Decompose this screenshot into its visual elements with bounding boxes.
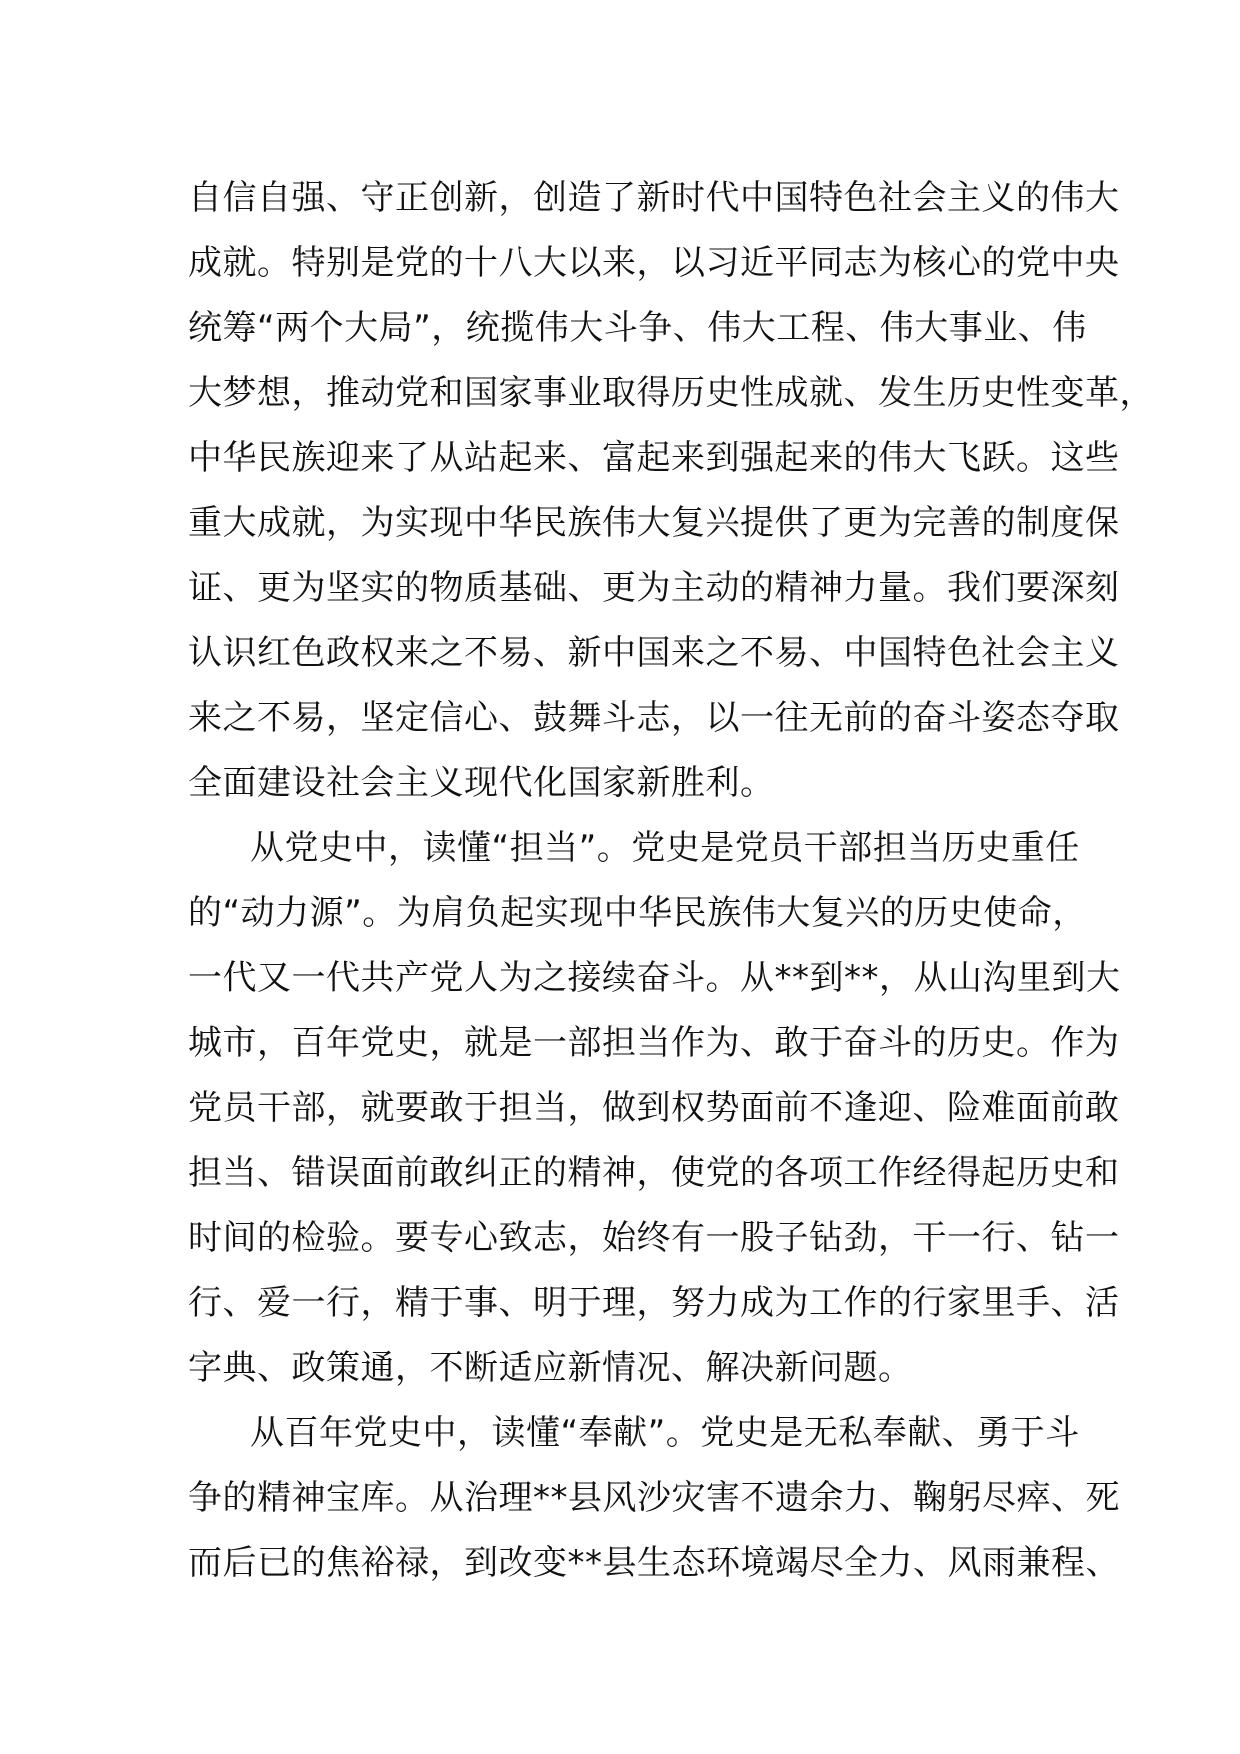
text-line: 中华民族迎来了从站起来、富起来到强起来的伟大飞跃。这些: [188, 438, 1120, 478]
text-line: 的“动力源”。为肩负起实现中华民族伟大复兴的历史使命，: [188, 893, 1087, 933]
body-text: [188, 166, 1154, 1596]
paragraph-start-line: 从百年党史中，读懂“奉献”。党史是无私奉献、勇于斗: [250, 1413, 1080, 1453]
text-line: 时间的检验。要专心致志，始终有一股子钻劲，干一行、钻一: [188, 1218, 1120, 1258]
text-line: 证、更为坚实的物质基础、更为主动的精神力量。我们要深刻: [188, 568, 1120, 608]
text-line: 认识红色政权来之不易、新中国来之不易、中国特色社会主义: [188, 633, 1120, 673]
text-line: 行、爱一行，精于事、明于理，努力成为工作的行家里手、活: [188, 1283, 1120, 1323]
text-line: 全面建设社会主义现代化国家新胜利。: [188, 763, 775, 803]
text-line: 重大成就，为实现中华民族伟大复兴提供了更为完善的制度保: [188, 503, 1120, 543]
text-line: 而后已的焦裕禄，到改变**县生态环境竭尽全力、风雨兼程、: [188, 1543, 1120, 1583]
text-line: 字典、政策通，不断适应新情况、解决新问题。: [188, 1348, 913, 1388]
text-line: 来之不易，坚定信心、鼓舞斗志，以一往无前的奋斗姿态夺取: [188, 698, 1120, 738]
text-line: 争的精神宝库。从治理**县风沙灾害不遗余力、鞠躬尽瘁、死: [188, 1478, 1120, 1518]
text-line: 自信自强、守正创新，创造了新时代中国特色社会主义的伟大: [188, 178, 1120, 218]
paragraph-start-line: 从党史中，读懂“担当”。党史是党员干部担当历史重任: [250, 828, 1080, 868]
text-line: 担当、错误面前敢纠正的精神，使党的各项工作经得起历史和: [188, 1153, 1120, 1193]
text-line: 成就。特别是党的十八大以来，以习近平同志为核心的党中央: [188, 243, 1120, 283]
text-line: 一代又一代共产党人为之接续奋斗。从**到**，从山沟里到大: [188, 958, 1121, 998]
text-line: 党员干部，就要敢于担当，做到权势面前不逢迎、险难面前敢: [188, 1088, 1120, 1128]
text-line: 大梦想，推动党和国家事业取得历史性成就、发生历史性变革，: [188, 373, 1154, 413]
text-line: 城市，百年党史，就是一部担当作为、敢于奋斗的历史。作为: [188, 1023, 1120, 1063]
text-line: 统筹“两个大局”，统揽伟大斗争、伟大工程、伟大事业、伟: [188, 308, 1087, 348]
